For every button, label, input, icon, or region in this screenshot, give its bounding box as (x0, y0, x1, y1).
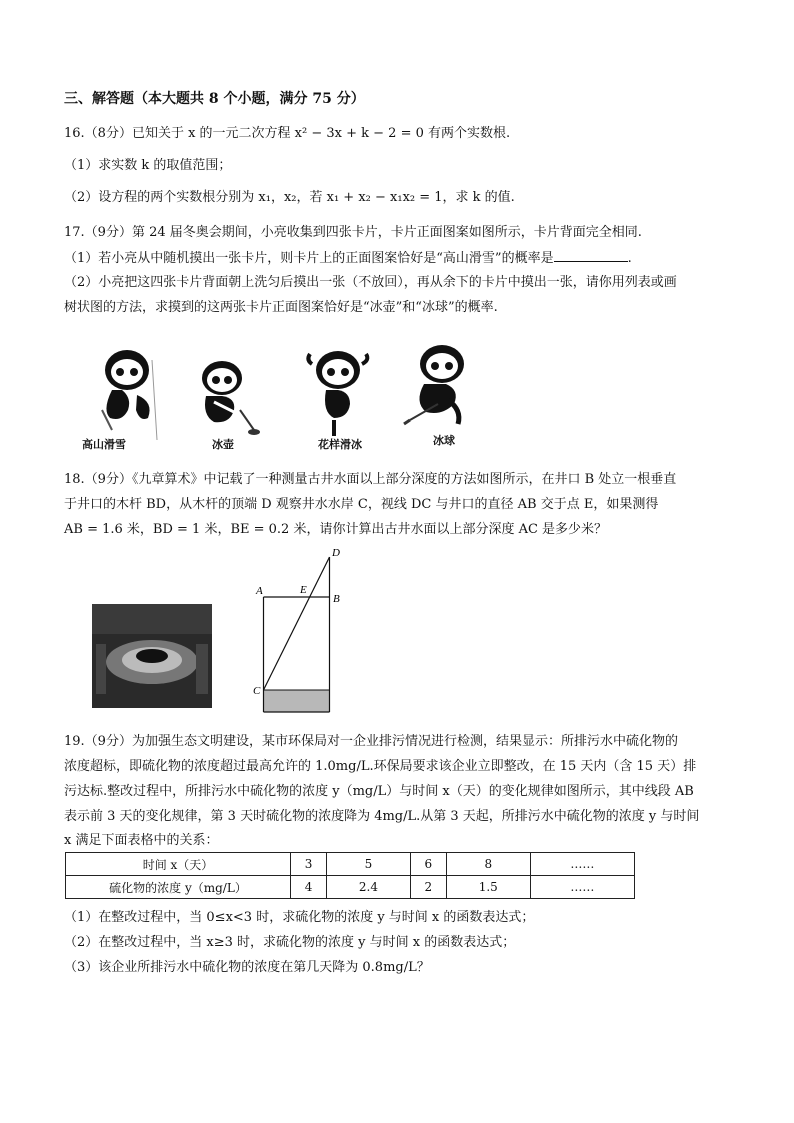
q18-line3: AB = 1.6 米，BD = 1 米，BE = 0.2 米，请你计算出古井水面以上部分深度 AC 是多少米？ (64, 522, 608, 537)
table-cell: 1.5 (446, 876, 530, 899)
q17-part2-a: （2）小亮把这四张卡片背面朝上洗匀后摸出一张（不放回），再从余下的卡片中摸出一张，请你用列表或画 (64, 275, 677, 290)
q19-line2: 浓度超标，即硫化物的浓度超过最高允许的 1.0mg/L.环保局要求该企业立即整改，在 15 天内（含 15 天）排 (64, 759, 697, 774)
ancient-well-photo (92, 604, 212, 708)
table-row-concentration (66, 876, 635, 899)
q19-line3: 污达标.整改过程中，所排污水中硫化物的浓度 y（mg/L）与时间 x（天）的变化规律如图所示，其中线段 AB (64, 784, 694, 799)
q16-part1: （1）求实数 k 的取值范围； (64, 158, 232, 173)
answer-blank (554, 249, 628, 262)
q16-part2: （2）设方程的两个实数根分别为 x₁，x₂，若 x₁ + x₂ − x₁x₂ = 1，求 k 的值. (64, 190, 515, 205)
q19-line1: 19.（9分）为加强生态文明建设，某市环保局对一企业排污情况进行检测，结果显示：所排污水中硫化物的 (64, 734, 678, 749)
table-header-time: 时间 x（天） (66, 853, 291, 876)
table-cell: 4 (291, 876, 327, 899)
curling-card-image (192, 340, 302, 450)
table-cell: 5 (327, 853, 411, 876)
table-cell: 6 (410, 853, 446, 876)
table-cell: 2.4 (327, 876, 411, 899)
label-b: B (333, 593, 340, 605)
q19-part1: （1）在整改过程中，当 0≤x<3 时，求硫化物的浓度 y 与时间 x 的函数表达式； (64, 910, 535, 925)
card-label-ice-hockey: 冰球 (433, 434, 455, 447)
section-title: 三、解答题（本大题共 8 个小题，满分 75 分） (64, 91, 365, 107)
q17-part1-text: （1）若小亮从中随机摸出一张卡片，则卡片上的正面图案恰好是“高山滑雪”的概率是 (64, 251, 554, 266)
q19-part2: （2）在整改过程中，当 x≥3 时，求硫化物的浓度 y 与时间 x 的函数表达式； (64, 935, 516, 950)
card-label-figure-skating: 花样滑冰 (318, 438, 362, 451)
table-cell: 3 (291, 853, 327, 876)
label-d: D (332, 547, 340, 559)
alpine-skiing-card-image (82, 340, 192, 450)
q19-line4: 表示前 3 天的变化规律，第 3 天时硫化物的浓度降为 4mg/L.从第 3 天起，所排污水中硫化物的浓度 y 与时间 (64, 809, 700, 824)
q18-line2: 于井口的木杆 BD，从木杆的顶端 D 观察井水水岸 C，视线 DC 与井口的直径 AB 交于点 E，如果测得 (64, 497, 659, 512)
table-cell: 8 (446, 853, 530, 876)
table-cell: …… (530, 853, 634, 876)
q19-line5: x 满足下面表格中的关系： (64, 833, 219, 848)
q17-part1-end: . (627, 251, 632, 266)
q18-line1: 18.（9分）《九章算术》中记载了一种测量古井水面以上部分深度的方法如图所示，在井口 B 处立一根垂直 (64, 472, 677, 487)
q19-part3: （3）该企业所排污水中硫化物的浓度在第几天降为 0.8mg/L？ (64, 960, 430, 975)
well-geometry-diagram (244, 542, 354, 716)
table-cell: 2 (410, 876, 446, 899)
label-e: E (300, 584, 307, 596)
q17-stem: 17.（9分）第 24 届冬奥会期间，小亮收集到四张卡片，卡片正面图案如图所示，卡片背面完全相同. (64, 225, 642, 240)
q16-stem: 16.（8分）已知关于 x 的一元二次方程 x² − 3x + k − 2 = 0 有两个实数根. (64, 126, 511, 141)
table-row-time (66, 853, 635, 876)
figure-skating-card-image (304, 340, 414, 450)
q17-part2-b: 树状图的方法，求摸到的这两张卡片正面图案恰好是“冰壶”和“冰球”的概率. (64, 300, 498, 315)
card-label-curling: 冰壶 (212, 438, 234, 451)
q17-part1 (64, 249, 632, 268)
concentration-table (65, 852, 635, 899)
label-a: A (256, 585, 263, 597)
ice-hockey-card-image (402, 340, 512, 450)
label-c: C (253, 685, 261, 697)
table-cell: …… (530, 876, 634, 899)
table-header-concentration: 硫化物的浓度 y（mg/L） (66, 876, 291, 899)
card-label-alpine-skiing: 高山滑雪 (82, 438, 126, 451)
